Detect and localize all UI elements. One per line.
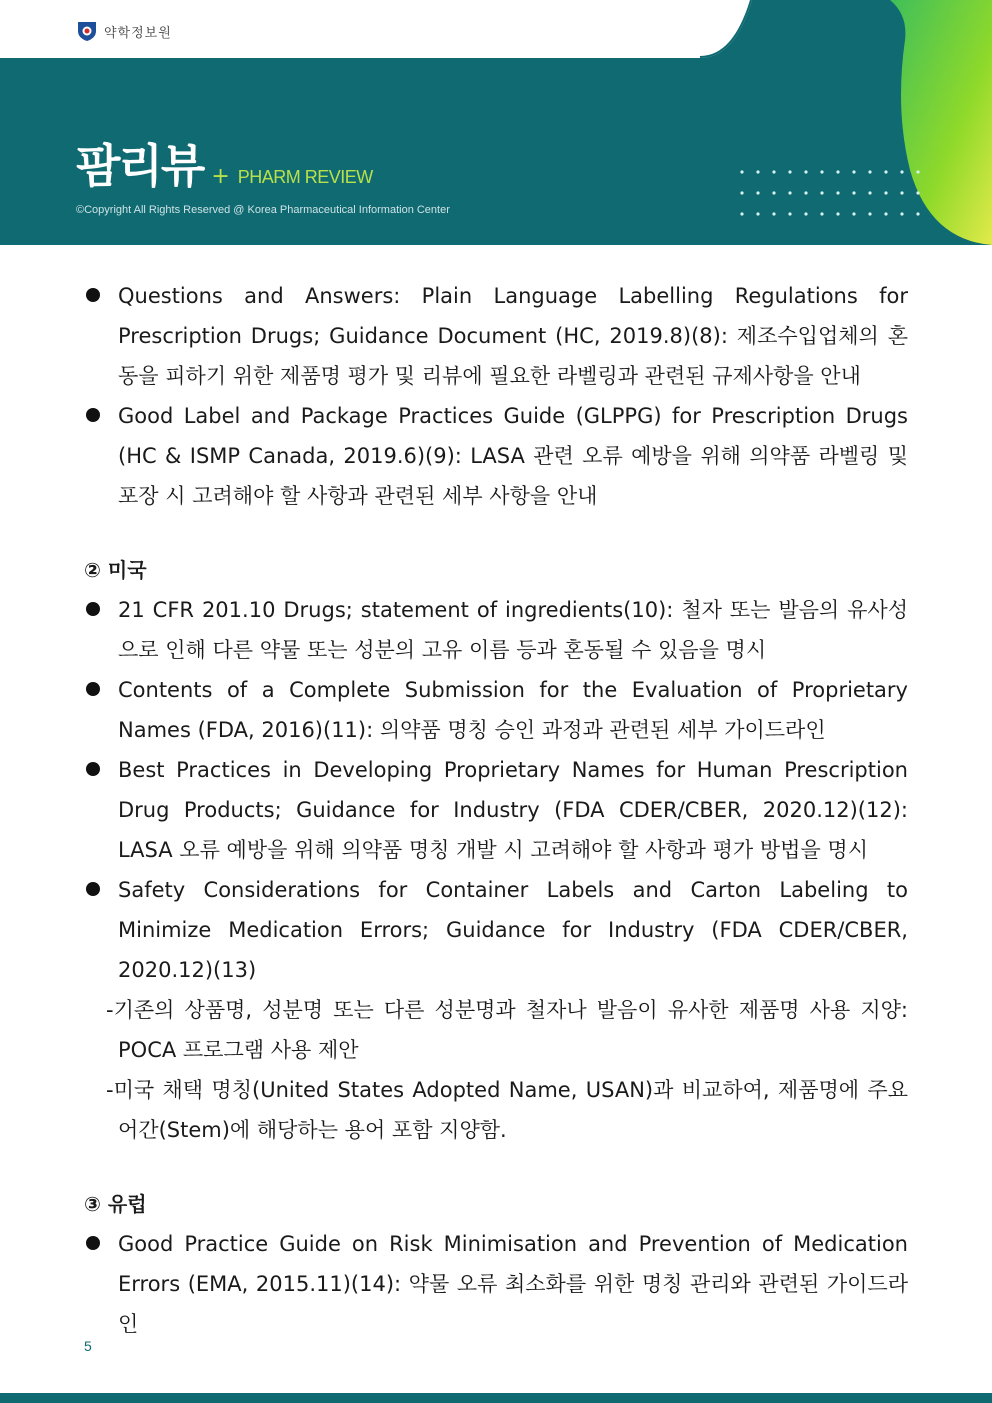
copyright-notice: ©Copyright All Rights Reserved @ Korea Pharmaceutical Information Center [76, 204, 450, 216]
list-item: Good Label and Package Practices Guide (GLPPG) for Prescription Drugs (HC & ISMP Canada, 2019.6)(9): LASA 관련 오류 예방을 위해 의약품 라벨링 및 포장 시 고려해야 할 사항과 관련된 세부 사항을 안내 [84, 396, 908, 516]
footer-bar [0, 1393, 992, 1403]
shield-icon [76, 20, 98, 42]
page-number: 5 [84, 1338, 92, 1354]
list-item: Best Practices in Developing Proprietary Names for Human Prescription Drug Products; Guidance for Industry (FDA CDER/CBER, 2020.12)(12): LASA 오류 예방을 위해 의약품 명칭 개발 시 고려해야 할 사항과 평가 방법을 명시 [84, 750, 908, 870]
sub-item: -미국 채택 명칭(United States Adopted Name, USAN)과 비교하여, 제품명에 주요 어간(Stem)에 해당하는 용어 포함 지양함. [106, 1078, 908, 1142]
sub-item: -기존의 상품명, 성분명 또는 다른 성분명과 철자나 발음이 유사한 제품명 사용 지양: POCA 프로그램 사용 제안 [106, 998, 908, 1062]
list-item: Questions and Answers: Plain Language Labelling Regulations for Prescription Drugs; Guidance Document (HC, 2019.8)(8): 제조수입업체의 혼동을 피하기 위한 제품명 평가 및 리뷰에 필요한 라벨링과 관련된 규제사항을 안내 [84, 276, 908, 396]
org-logo [76, 20, 172, 42]
list-item: Safety Considerations for Container Labels and Carton Labeling to Minimize Medication Errors; Guidance for Industry (FDA CDER/CBER, 2020.12)(13) [84, 870, 908, 990]
list-item: Contents of a Complete Submission for the Evaluation of Proprietary Names (FDA, 2016)(11): 의약품 명칭 승인 과정과 관련된 세부 가이드라인 [84, 670, 908, 750]
document-body [84, 276, 908, 1344]
list-item: Good Practice Guide on Risk Minimisation and Prevention of Medication Errors (EMA, 2015.11)(14): 약물 오류 최소화를 위한 명칭 관리와 관련된 가이드라인 [84, 1224, 908, 1344]
list-item: 21 CFR 201.10 Drugs; statement of ingredients(10): 철자 또는 발음의 유사성으로 인해 다른 약물 또는 성분의 고유 이름 등과 혼동될 수 있음을 명시 [84, 590, 908, 670]
page-title-block [76, 140, 373, 192]
section-heading-us: ② 미국 [84, 558, 147, 582]
page-title: 팜리뷰 [76, 139, 204, 193]
org-name: 약학정보원 [104, 25, 172, 41]
section-heading-eu: ③ 유럽 [84, 1192, 147, 1216]
page-subtitle: PHARM REVIEW [237, 167, 373, 187]
plus-mark: + [211, 164, 230, 189]
